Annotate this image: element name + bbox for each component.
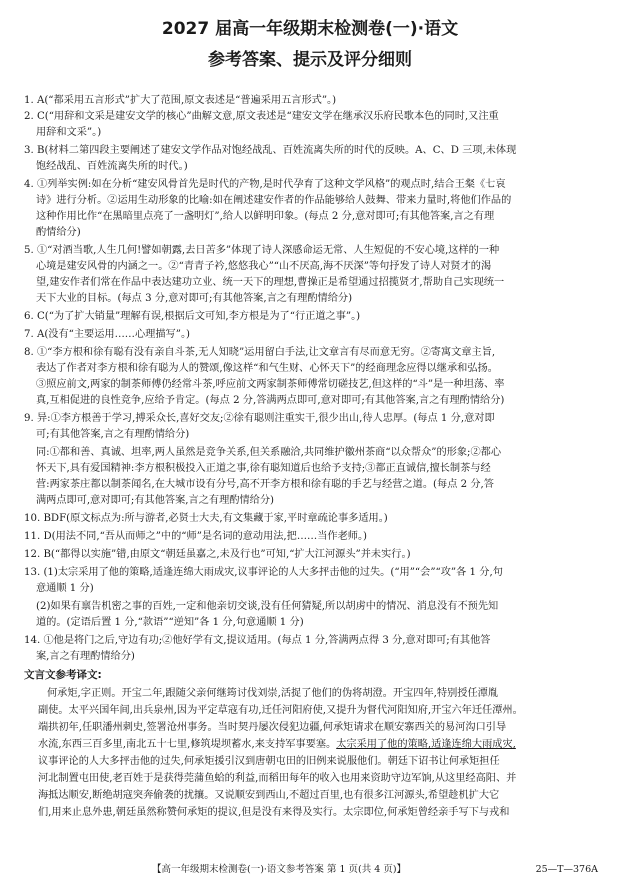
answer-8-cont: ③照应前文,两家的制茶师傅仍经常斗茶,呼应前文两家制茶师傅常切磋技艺,但这样的“斗”是一种坦荡、率 [36, 379, 505, 390]
answer-4-cont: 诗》进行分析。②运用生动形象的比喻:如在阐述建安作者的作品能够给人鼓舞、带来力量时,将他们作品的 [36, 195, 512, 206]
translation-line: 议事评论的人大多抨击他的过失,何承矩援引汉到唐朝屯田的旧例来说服他们。朝廷下诏书让何承矩担任 [38, 756, 500, 767]
answer-5-cont: 望,建安作者们常在作品中表达建功立业、统一天下的理想,曹操正是希望通过招揽贤才,帮助自己实现统一 [36, 277, 505, 288]
translation-heading: 文言文参考译文: [24, 669, 102, 681]
answer-7: 7. A(没有“主要运用……心理描写”。) [24, 329, 191, 340]
answer-9-cont: 满两点即可,意对即可;有其他答案,言之有理酌情给分) [36, 495, 275, 506]
answer-9-cont: 怀天下,具有爱国精神:李方根积极投入正道之事,徐有聪知道后也给予支持;③都正直诚信,擅长制茶与经 [36, 463, 491, 474]
answer-2: 2. C(“用辞和文采是建安文学的核心”曲解文意,原文表述是“建安文学在继承汉乐府民歌本色的同时,又注重 [24, 111, 499, 122]
page-title: 2027 届高一年级期末检测卷(一)·语文 [161, 19, 459, 39]
page-subtitle: 参考答案、提示及评分细则 [208, 50, 412, 70]
answer-5-cont: 心境是建安风骨的内涵之一。②“青青子衿,悠悠我心”“山不厌高,海不厌深”等句抒发了诗人对贤才的渴 [36, 261, 492, 272]
answer-4-cont: 这种作用比作“在黑暗里点亮了一盏明灯”,给人以鲜明印象。(每点 2 分,意对即可;有其他答案,言之有理 [36, 211, 495, 222]
answer-1: 1. A(“都采用五言形式”扩大了范围,原文表述是“普遍采用五言形式”。) [24, 95, 337, 106]
answer-9-same: 同:①都和善、真诚、坦率,两人虽然是竞争关系,但关系融洽,共同维护徽州茶商“以众帮众”的形象;②都心 [36, 447, 502, 458]
footer-code: 25—T—376A [535, 864, 598, 875]
answer-4: 4. ①列举实例:如在分析“建安风骨首先是时代的产物,是时代孕育了这种文学风格”的观点时,结合王粲《七哀 [24, 179, 506, 190]
translation-line: 何承矩,字正则。开宝二年,跟随父亲何继筠讨伐刘崇,活捉了他们的伪将胡澄。开宝四年,特别授任潭胤 [47, 688, 499, 699]
answer-13-cont: 意通顺 1 分) [36, 583, 94, 594]
translation-underlined: 太宗采用了他的策略,适逢连绵大雨成灾, [336, 739, 516, 750]
translation-line: 们,用来止息外患,朝廷虽然称赞何承矩的提议,但是没有来得及实行。太宗即位,何承矩曾经亲手写下与戎和 [38, 807, 510, 818]
answer-10: 10. BDF(原文标点为:所与游者,必贤士大夫,有文集藏于家,平时章疏论事多适用。) [24, 513, 388, 524]
answer-13: 13. (1)太宗采用了他的策略,适逢连绵大雨成灾,议事评论的人大多抨击他的过失。(“用”“会”“攻”各 1 分,句 [24, 567, 503, 578]
answer-14: 14. ①他是将门之后,守边有功;②他好学有文,提议适用。(每点 1 分,答满两点得 3 分,意对即可;有其他答 [24, 635, 491, 646]
answer-5: 5. ①“对酒当歌,人生几何!譬如朝露,去日苦多”体现了诗人深感命运无常、人生短促的不安心境,这样的一种 [24, 245, 500, 256]
translation-line [38, 737, 598, 753]
answer-8: 8. ①“李方根和徐有聪有没有亲自斗茶,无人知晓”运用留白手法,让文章言有尽而意无穷。②寄寓文章主旨, [24, 347, 496, 358]
answer-13-part2: (2)如果有禀告机密之事的百姓,一定和他亲切交谈,没有任何猜疑,所以胡虏中的情况、消息没有不预先知 [36, 601, 499, 612]
page-footer [24, 863, 598, 877]
answer-2-cont: 用辞和文采”。) [36, 127, 102, 138]
answer-3-cont: 饱经战乱、百姓流离失所的时代。) [36, 161, 188, 172]
answer-8-cont: 表达了作者对李方根和徐有聪为人的赞颂,像这样“和气生财、心怀天下”的经商理念应得以继承和弘扬。 [36, 363, 498, 374]
answer-13-cont: 道的。(定语后置 1 分,“款语”“逆知”各 1 分,句意通顺 1 分) [36, 617, 304, 628]
translation-line: 河北制置屯田使,老百姓于是获得莞蒲鱼蛤的利益,而稻田每年的收入也用来资助守边军饷,从这里经高阳、并 [38, 773, 517, 784]
answer-12: 12. B(“都得以实施”错,由原文“朝廷虽嘉之,未及行也”可知,“扩大江河源头”并未实行。) [24, 549, 411, 560]
answer-4-cont: 酌情给分) [36, 227, 81, 238]
answer-9-cont: 营:两家茶庄都以制茶闻名,在大城市设有分号,高不开李方根和徐有聪的手艺与经营之道。(每点 2 分,答 [36, 479, 494, 490]
answer-11: 11. D(用法不同,“吾从而师之”中的“师”是名词的意动用法,把……当作老师。) [24, 531, 368, 542]
answer-14-cont: 案,言之有理酌情给分) [36, 651, 135, 662]
answer-8-cont: 真,互相促进的良性竞争,应给予肯定。(每点 2 分,答满两点即可,意对即可;有其他答案,言之有理酌情给分) [36, 395, 505, 406]
answer-9-cont: 可;有其他答案,言之有理酌情给分) [36, 429, 190, 440]
translation-text: 水流,东西三百多里,南北五十七里,修筑堤坝蓄水,来支持军事要塞。 [38, 739, 337, 750]
translation-line: 副使。太平兴国年间,出兵泉州,因为平定草寇有功,迁任河阳府使,又提升为督代河阳知府,开宝六年迁任潭州。 [38, 705, 523, 716]
footer-page-info: 【高一年级期末检测卷(一)·语文参考答案 第 1 页(共 4 页)】 [152, 864, 407, 875]
translation-line: 端拱初年,任职潘州刺史,签署沧州事务。当时契丹屡次侵犯边疆,何承矩请求在顺安寨西关的易河沟口引导 [38, 722, 507, 733]
answer-9: 9. 异:①李方根善于学习,搏采众长,喜好交友;②徐有聪则注重实干,很少出山,待人忠厚。(每点 1 分,意对即 [24, 413, 495, 424]
translation-line: 海抵达顺安,断绝胡寇突奔偷袭的扰攘。又说顺安到西山,不超过百里,也有很多江河源头,希望趁机扩大它 [38, 790, 500, 801]
answer-3: 3. B(材料二第四段主要阐述了建安文学作品对饱经战乱、百姓流离失所的时代的反映。A、C、D 三项,未体现 [24, 145, 517, 156]
answer-6: 6. C(“为了扩大销量”理解有误,根据后文可知,李方根是为了“行正道之事”。) [24, 311, 361, 322]
answer-5-cont: 天下大业的目标。(每点 3 分,意对即可;有其他答案,言之有理酌情给分) [36, 293, 353, 304]
